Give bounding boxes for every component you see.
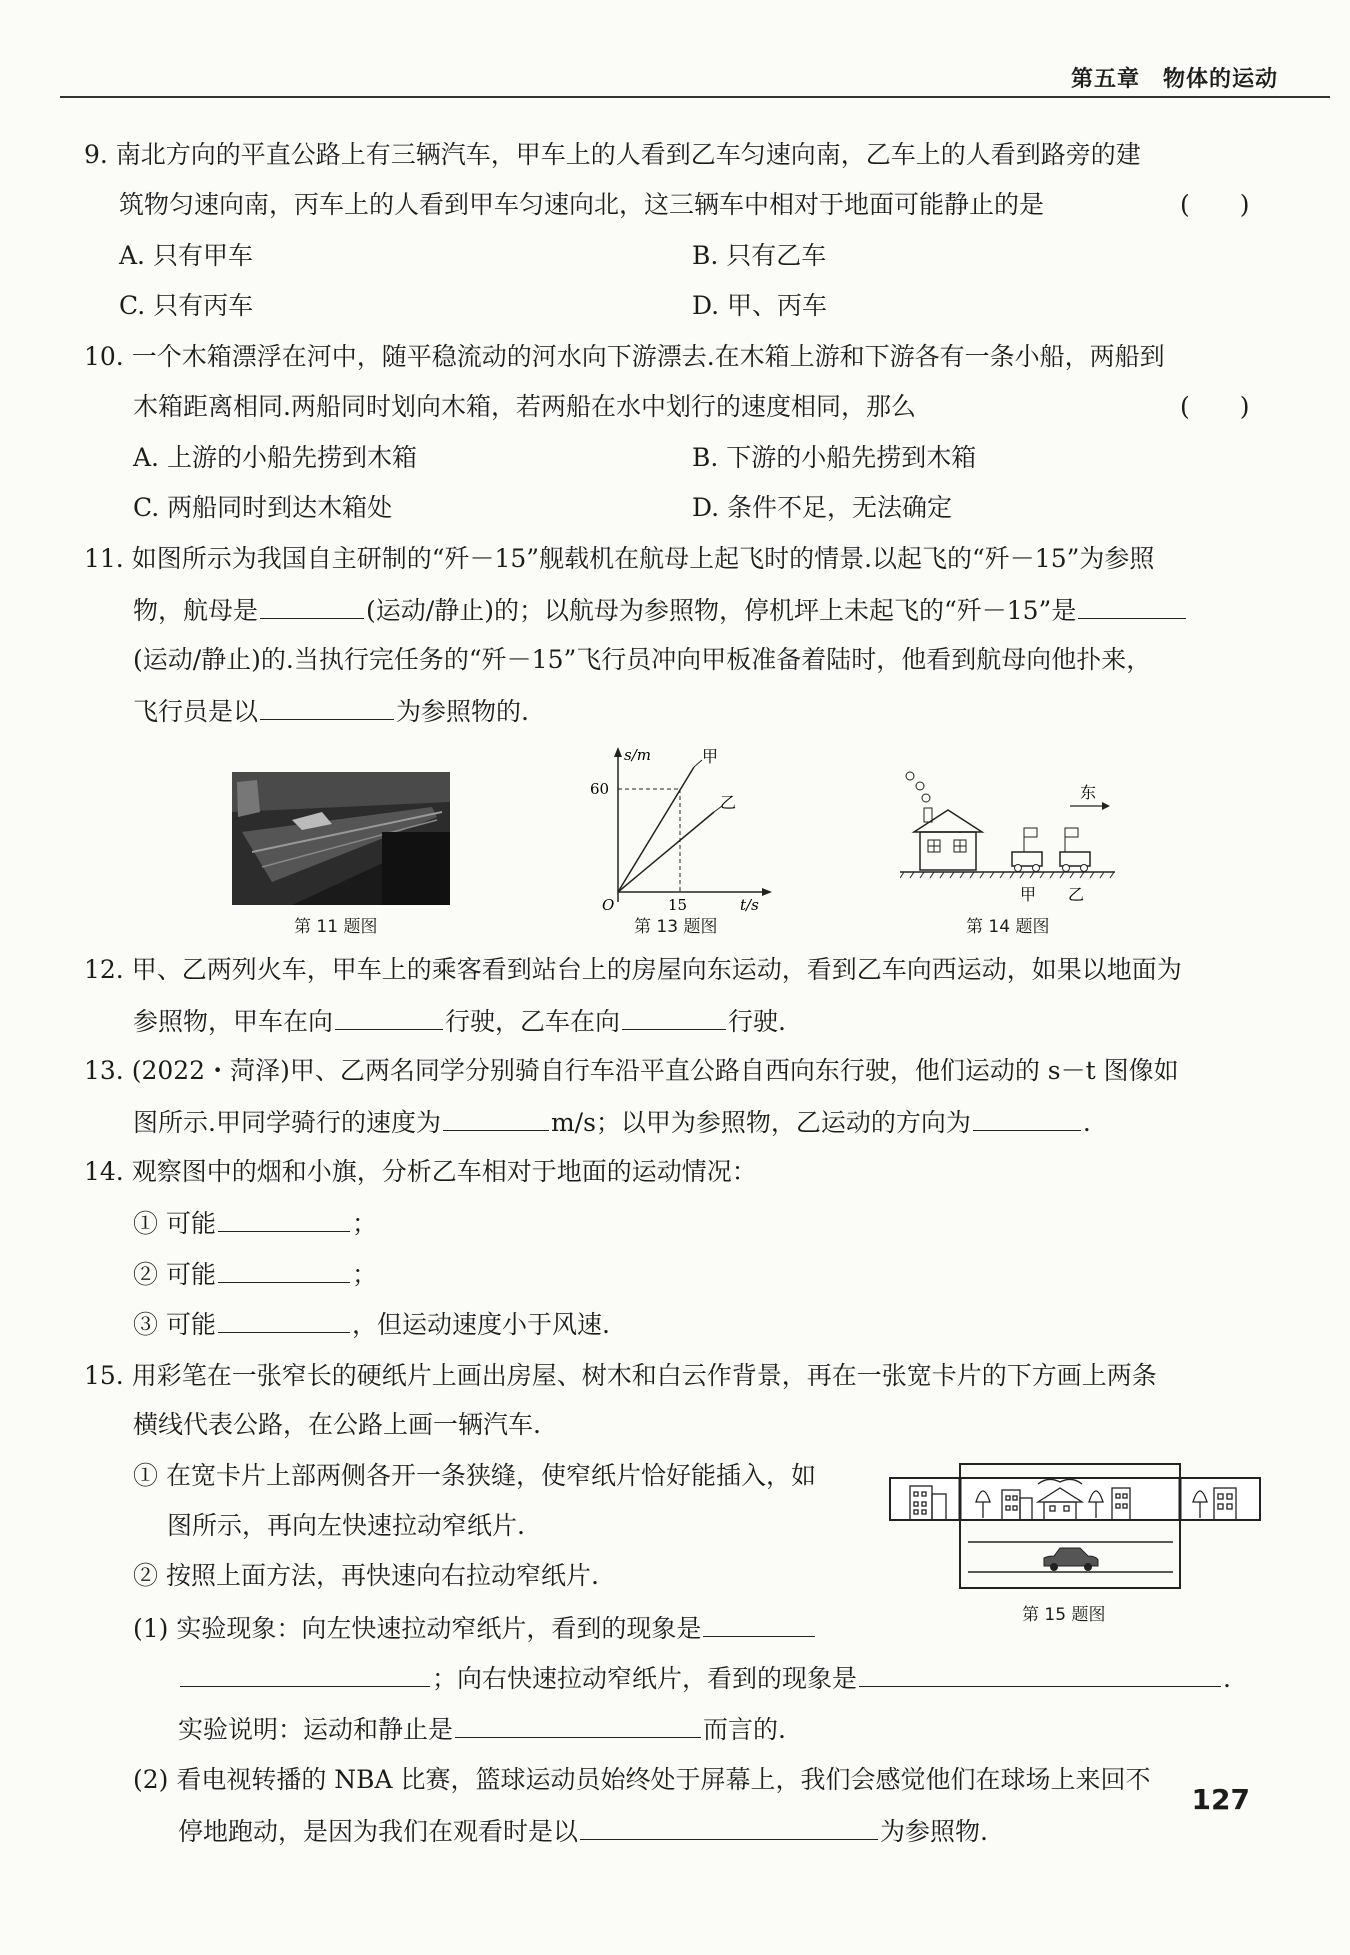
q10-option-a: A. 上游的小船先捞到木箱 bbox=[133, 443, 417, 472]
fig13-label-jia: 甲 bbox=[702, 747, 719, 766]
fig14-east-label: 东 bbox=[1080, 783, 1097, 802]
fig13-origin: O bbox=[602, 896, 615, 912]
q15-part1-text-c: . bbox=[1223, 1664, 1231, 1693]
q14-blank-1[interactable] bbox=[218, 1209, 350, 1232]
q11-line1: 11. 如图所示为我国自主研制的“歼－15”舰载机在航母上起飞时的情景.以起飞的“歼－15”为参照 bbox=[84, 544, 1155, 573]
fig14-car-jia bbox=[1012, 852, 1042, 866]
q9-option-a: A. 只有甲车 bbox=[119, 241, 253, 270]
fig13-line-yi bbox=[618, 812, 714, 892]
q15-part1-text-e: 而言的. bbox=[703, 1715, 786, 1744]
q15-step1-line2: 图所示，再向左快速拉动窄纸片. bbox=[167, 1511, 525, 1540]
q9-option-d: D. 甲、丙车 bbox=[692, 291, 828, 320]
q15-blank-1[interactable] bbox=[703, 1614, 815, 1637]
q9-stem-line1: 9. 南北方向的平直公路上有三辆汽车，甲车上的人看到乙车匀速向南，乙车上的人看到路旁的建 bbox=[84, 140, 1141, 169]
q11-line2 bbox=[133, 596, 1188, 623]
q14-item3-label: ③ 可能 bbox=[133, 1310, 216, 1339]
q14-item2-label: ② 可能 bbox=[133, 1260, 216, 1289]
q11-line4-a: 飞行员是以 bbox=[133, 697, 259, 726]
q15-part2-text-c: 为参照物. bbox=[880, 1817, 988, 1846]
fig13-y-tick-60: 60 bbox=[590, 780, 610, 798]
q14-blank-3[interactable] bbox=[218, 1310, 350, 1333]
q11-line4 bbox=[133, 697, 529, 724]
q12-line2-a: 参照物，甲车在向 bbox=[133, 1007, 334, 1036]
q10-stem-line2: 木箱距离相同.两船同时划向木箱，若两船在水中划行的速度相同，那么 bbox=[133, 392, 916, 421]
q10-answer-paren: ( ) bbox=[1180, 392, 1250, 421]
fig13-x-label: t/s bbox=[740, 896, 759, 912]
q12-line2-b: 行驶，乙车在向 bbox=[445, 1007, 621, 1036]
q11-line2-b: (运动/静止)的；以航母为参照物，停机坪上未起飞的“歼－15”是 bbox=[366, 596, 1077, 625]
q10-option-d: D. 条件不足，无法确定 bbox=[692, 493, 953, 522]
fig11-caption: 第 11 题图 bbox=[294, 917, 378, 937]
page-number: 127 bbox=[1191, 1783, 1250, 1816]
q15-part2-line2 bbox=[178, 1817, 988, 1844]
q13-line2-a: 图所示.甲同学骑行的速度为 bbox=[133, 1108, 441, 1137]
q10-option-b: B. 下游的小船先捞到木箱 bbox=[692, 443, 977, 472]
q15-part1-line3 bbox=[178, 1715, 786, 1742]
q12-line1: 12. 甲、乙两列火车，甲车上的乘客看到站台上的房屋向东运动，看到乙车向西运动，如果以地面为 bbox=[84, 955, 1182, 984]
fig13-x-tick-15: 15 bbox=[668, 896, 688, 912]
fig14-smoke-3 bbox=[922, 794, 930, 802]
q9-stem-line2: 筑物匀速向南，丙车上的人看到甲车匀速向北，这三辆车中相对于地面可能静止的是 bbox=[119, 190, 1045, 219]
q14-line1: 14. 观察图中的烟和小旗，分析乙车相对于地面的运动情况： bbox=[84, 1157, 757, 1186]
q15-part1-line2 bbox=[178, 1664, 1231, 1691]
q13-line2 bbox=[133, 1108, 1091, 1135]
q14-item3 bbox=[133, 1310, 610, 1337]
fig13-caption: 第 13 题图 bbox=[634, 917, 718, 937]
fig15-card-diagram bbox=[888, 1462, 1262, 1592]
q14-item2-semi: ； bbox=[351, 1260, 377, 1289]
q14-blank-2[interactable] bbox=[218, 1260, 350, 1283]
fig15-caption: 第 15 题图 bbox=[1022, 1605, 1106, 1625]
chapter-header: 第五章 物体的运动 bbox=[1070, 67, 1278, 92]
q12-line2-c: 行驶. bbox=[728, 1007, 786, 1036]
q11-blank-3[interactable] bbox=[260, 697, 394, 720]
fig14-chimney bbox=[924, 808, 932, 822]
q13-line1: 13. (2022・菏泽)甲、乙两名同学分别骑自行车沿平直公路自西向东行驶，他们运动的 s－t 图像如 bbox=[84, 1056, 1179, 1085]
q12-blank-1[interactable] bbox=[335, 1007, 443, 1030]
q10-stem-line1: 10. 一个木箱漂浮在河中，随平稳流动的河水向下游漂去.在木箱上游和下游各有一条小船，两船到 bbox=[84, 342, 1165, 371]
q13-blank-2[interactable] bbox=[973, 1108, 1081, 1131]
q11-line3: (运动/静止)的.当执行完任务的“歼－15”飞行员冲向甲板准备着陆时，他看到航母向他扑来， bbox=[133, 645, 1152, 674]
fig11-carrier-photo bbox=[232, 772, 450, 905]
fig14-car-yi bbox=[1060, 852, 1090, 866]
fig14-flag-jia bbox=[1024, 828, 1037, 837]
q14-item1 bbox=[133, 1209, 377, 1236]
q14-item2 bbox=[133, 1260, 377, 1287]
fig14-label-yi: 乙 bbox=[1068, 885, 1085, 904]
fig14-smoke-1 bbox=[906, 772, 914, 780]
q9-option-c: C. 只有丙车 bbox=[119, 291, 254, 320]
q15-line1: 15. 用彩笔在一张窄长的硬纸片上画出房屋、树木和白云作背景，再在一张宽卡片的下方画上两条 bbox=[84, 1361, 1157, 1390]
q11-line4-b: 为参照物的. bbox=[396, 697, 529, 726]
fig14-caption: 第 14 题图 bbox=[966, 917, 1050, 937]
fig15-car bbox=[1044, 1548, 1098, 1566]
q13-line2-b: m/s；以甲为参照物，乙运动的方向为 bbox=[550, 1108, 971, 1137]
q14-item3-tail: ，但运动速度小于风速. bbox=[351, 1310, 610, 1339]
header-rule bbox=[60, 96, 1330, 98]
q13-line2-c: . bbox=[1082, 1108, 1091, 1137]
q15-blank-2[interactable] bbox=[859, 1664, 1221, 1687]
fig14-scene bbox=[900, 762, 1120, 910]
q10-option-c: C. 两船同时到达木箱处 bbox=[133, 493, 393, 522]
q15-step2: ② 按照上面方法，再快速向右拉动窄纸片. bbox=[133, 1561, 599, 1590]
q14-item1-semi: ； bbox=[351, 1209, 377, 1238]
q14-item1-label: ① 可能 bbox=[133, 1209, 216, 1238]
q11-blank-2[interactable] bbox=[1078, 596, 1186, 619]
fig14-smoke-2 bbox=[916, 782, 924, 790]
q15-part2-text-b: 停地跑动，是因为我们在观看时是以 bbox=[178, 1817, 579, 1846]
fig13-y-label: s/m bbox=[624, 746, 651, 764]
q15-part1-text-b: ；向右快速拉动窄纸片，看到的现象是 bbox=[432, 1664, 858, 1693]
q15-blank-1-cont[interactable] bbox=[180, 1664, 430, 1687]
q15-part1-text-a: (1) 实验现象：向左快速拉动窄纸片，看到的现象是 bbox=[133, 1614, 702, 1643]
q15-part2-line1: (2) 看电视转播的 NBA 比赛，篮球运动员始终处于屏幕上，我们会感觉他们在球场上来回不 bbox=[133, 1765, 1151, 1794]
q9-option-b: B. 只有乙车 bbox=[692, 241, 827, 270]
fig13-label-yi: 乙 bbox=[720, 793, 737, 812]
q15-part1-text-d: 实验说明：运动和静止是 bbox=[178, 1715, 454, 1744]
fig13-line-jia bbox=[618, 767, 694, 892]
fig14-flag-yi bbox=[1065, 828, 1078, 837]
q11-blank-1[interactable] bbox=[260, 596, 364, 619]
q9-answer-paren: ( ) bbox=[1180, 190, 1250, 219]
q15-line2: 横线代表公路，在公路上画一辆汽车. bbox=[133, 1410, 541, 1439]
q15-part1-line1 bbox=[133, 1614, 817, 1641]
q11-line2-a: 物，航母是 bbox=[133, 596, 259, 625]
q15-blank-3[interactable] bbox=[455, 1715, 701, 1738]
q12-line2 bbox=[133, 1007, 786, 1034]
fig13-st-graph bbox=[590, 742, 780, 912]
q15-step1-line1: ① 在宽卡片上部两侧各开一条狭缝，使窄纸片恰好能插入，如 bbox=[133, 1461, 816, 1490]
fig14-label-jia: 甲 bbox=[1020, 885, 1037, 904]
q15-blank-4[interactable] bbox=[580, 1817, 878, 1840]
q13-blank-1[interactable] bbox=[443, 1108, 549, 1131]
q12-blank-2[interactable] bbox=[622, 1007, 726, 1030]
